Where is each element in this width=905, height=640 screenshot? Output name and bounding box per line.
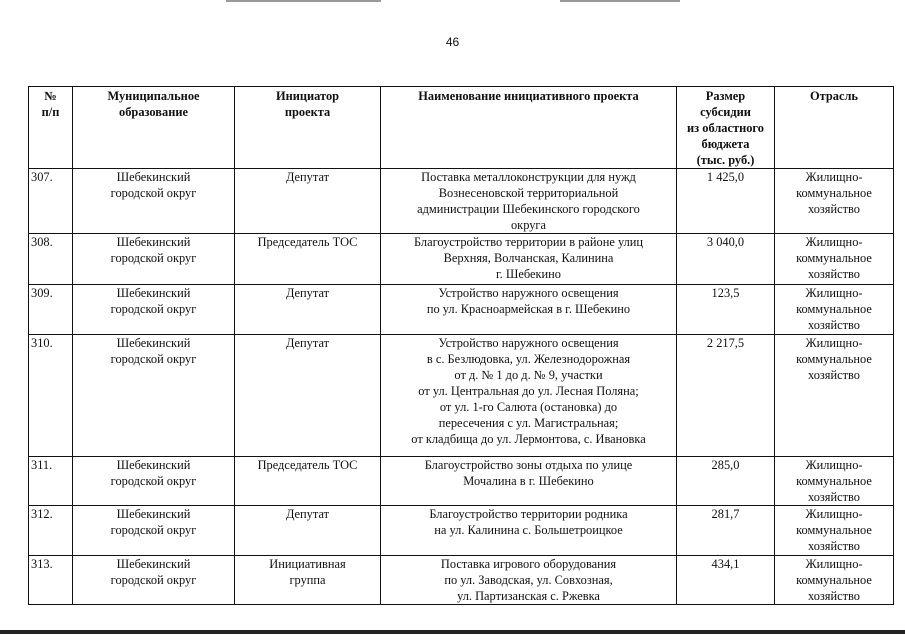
sector-cell xyxy=(775,169,894,234)
header-amount xyxy=(677,87,775,169)
subsidy-amount-cell: 434,1 xyxy=(677,556,775,605)
scan-top-edge xyxy=(0,0,905,4)
sector-cell-line: Жилищно- xyxy=(805,458,863,472)
project-name-cell-line: Верхняя, Волчанская, Калинина xyxy=(443,251,614,265)
header-initiator-line: проекта xyxy=(284,105,331,119)
row-number-cell: 313. xyxy=(29,556,73,605)
sector-cell-line: коммунальное xyxy=(796,523,872,537)
sector-cell-line: коммунальное xyxy=(796,251,872,265)
project-name-cell xyxy=(381,506,677,556)
subsidy-amount-cell: 2 217,5 xyxy=(677,335,775,457)
initiator-cell xyxy=(235,335,381,457)
header-number-line: п/п xyxy=(41,105,60,119)
header-initiator xyxy=(235,87,381,169)
initiator-cell xyxy=(235,285,381,335)
municipality-cell-line: Шебекинский xyxy=(116,507,191,521)
row-number-cell: 311. xyxy=(29,457,73,506)
table-row xyxy=(29,285,894,335)
table-header-row xyxy=(29,87,894,169)
municipality-cell-line: Шебекинский xyxy=(116,557,191,571)
page-number: 46 xyxy=(445,35,460,49)
initiator-cell-line: Инициативная xyxy=(269,557,346,571)
sector-cell-line: Жилищно- xyxy=(805,557,863,571)
municipality-cell xyxy=(73,234,235,285)
row-number-cell: 308. xyxy=(29,234,73,285)
header-municipality xyxy=(73,87,235,169)
header-number xyxy=(29,87,73,169)
subsidy-amount-cell: 1 425,0 xyxy=(677,169,775,234)
table-row xyxy=(29,169,894,234)
initiator-cell-line: Председатель ТОС xyxy=(257,458,358,472)
municipality-cell xyxy=(73,556,235,605)
sector-cell xyxy=(775,457,894,506)
sector-cell-line: коммунальное xyxy=(796,474,872,488)
sector-cell-line: хозяйство xyxy=(807,202,861,216)
initiator-cell-line: группа xyxy=(289,573,326,587)
sector-cell-line: Жилищно- xyxy=(805,235,863,249)
municipality-cell-line: Шебекинский xyxy=(116,235,191,249)
project-name-cell-line: Вознесеновской территориальной xyxy=(438,186,619,200)
project-name-cell-line: Поставка металлоконструкции для нужд xyxy=(421,170,636,184)
project-name-cell-line: Устройство наружного освещения xyxy=(438,336,619,350)
project-name-cell-line: от кладбища до ул. Лермонтова, с. Ивановка xyxy=(411,432,646,446)
header-sector-line: Отрасль xyxy=(810,89,858,103)
project-name-cell xyxy=(381,169,677,234)
municipality-cell xyxy=(73,169,235,234)
sector-cell-line: хозяйство xyxy=(807,318,861,332)
sector-cell-line: Жилищно- xyxy=(805,170,863,184)
municipality-cell-line: городской округ xyxy=(110,573,197,587)
initiator-cell-line: Депутат xyxy=(285,170,330,184)
initiator-cell xyxy=(235,556,381,605)
sector-cell-line: коммунальное xyxy=(796,352,872,366)
sector-cell-line: Жилищно- xyxy=(805,507,863,521)
table-row xyxy=(29,457,894,506)
initiator-cell xyxy=(235,169,381,234)
project-name-cell-line: Благоустройство зоны отдыха по улице xyxy=(424,458,633,472)
table-row xyxy=(29,234,894,285)
header-municipality-line: Муниципальное xyxy=(107,89,200,103)
initiator-cell xyxy=(235,457,381,506)
table-row xyxy=(29,506,894,556)
row-number-cell: 312. xyxy=(29,506,73,556)
project-name-cell-line: пересечения с ул. Магистральная; xyxy=(438,416,619,430)
header-number-line: № xyxy=(44,89,57,103)
sector-cell xyxy=(775,506,894,556)
header-municipality-line: образование xyxy=(119,105,188,119)
sector-cell-line: Жилищно- xyxy=(805,286,863,300)
sector-cell xyxy=(775,556,894,605)
project-name-cell xyxy=(381,285,677,335)
header-sector xyxy=(775,87,894,169)
project-name-cell-line: от д. № 1 до д. № 9, участки xyxy=(454,368,603,382)
sector-cell xyxy=(775,285,894,335)
subsidy-amount-cell: 281,7 xyxy=(677,506,775,556)
project-name-cell-line: г. Шебекино xyxy=(496,267,561,281)
subsidy-table xyxy=(28,86,894,605)
table-row xyxy=(29,335,894,457)
subsidy-amount-cell: 285,0 xyxy=(677,457,775,506)
municipality-cell-line: Шебекинский xyxy=(116,458,191,472)
project-name-cell-line: Устройство наружного освещения xyxy=(438,286,619,300)
project-name-cell-line: в с. Безлюдовка, ул. Железнодорожная xyxy=(426,352,631,366)
row-number-cell: 310. xyxy=(29,335,73,457)
sector-cell-line: Жилищно- xyxy=(805,336,863,350)
project-name-cell-line: Поставка игрового оборудования xyxy=(440,557,617,571)
sector-cell xyxy=(775,335,894,457)
sector-cell-line: хозяйство xyxy=(807,589,861,603)
project-name-cell-line: по ул. Заводская, ул. Совхозная, xyxy=(444,573,613,587)
initiator-cell-line: Депутат xyxy=(285,336,330,350)
municipality-cell xyxy=(73,335,235,457)
municipality-cell-line: Шебекинский xyxy=(116,336,191,350)
initiator-cell-line: Депутат xyxy=(285,507,330,521)
municipality-cell-line: городской округ xyxy=(110,186,197,200)
subsidy-amount-cell: 3 040,0 xyxy=(677,234,775,285)
header-amount-line: Размер xyxy=(705,89,746,103)
project-name-cell xyxy=(381,335,677,457)
project-name-cell-line: на ул. Калинина с. Большетроицкое xyxy=(434,523,623,537)
table-row xyxy=(29,556,894,605)
municipality-cell xyxy=(73,457,235,506)
municipality-cell-line: городской округ xyxy=(110,474,197,488)
municipality-cell-line: городской округ xyxy=(110,251,197,265)
project-name-cell-line: от ул. Центральная до ул. Лесная Поляна; xyxy=(418,384,639,398)
initiator-cell-line: Депутат xyxy=(285,286,330,300)
sector-cell-line: коммунальное xyxy=(796,302,872,316)
project-name-cell xyxy=(381,457,677,506)
subsidy-amount-cell: 123,5 xyxy=(677,285,775,335)
sector-cell-line: хозяйство xyxy=(807,490,861,504)
sector-cell-line: коммунальное xyxy=(796,573,872,587)
header-amount-line: из областного xyxy=(687,121,764,135)
municipality-cell-line: городской округ xyxy=(110,352,197,366)
project-name-cell-line: администрации Шебекинского городского xyxy=(417,202,640,216)
municipality-cell xyxy=(73,285,235,335)
header-project-line: Наименование инициативного проекта xyxy=(418,89,639,103)
project-name-cell xyxy=(381,556,677,605)
header-initiator-line: Инициатор xyxy=(275,89,340,103)
initiator-cell xyxy=(235,506,381,556)
row-number-cell: 309. xyxy=(29,285,73,335)
initiator-cell-line: Председатель ТОС xyxy=(257,235,358,249)
project-name-cell-line: от ул. 1-го Салюта (остановка) до xyxy=(439,400,618,414)
municipality-cell xyxy=(73,506,235,556)
sector-cell-line: хозяйство xyxy=(807,267,861,281)
header-amount-line: бюджета xyxy=(701,137,750,151)
project-name-cell-line: Благоустройство территории в районе улиц xyxy=(413,235,644,249)
project-name-cell-line: ул. Партизанская с. Ржевка xyxy=(457,589,600,603)
municipality-cell-line: Шебекинский xyxy=(116,286,191,300)
project-name-cell-line: Благоустройство территории родника xyxy=(429,507,628,521)
project-name-cell-line: округа xyxy=(510,218,547,232)
sector-cell-line: коммунальное xyxy=(796,186,872,200)
municipality-cell-line: Шебекинский xyxy=(116,170,191,184)
project-name-cell-line: по ул. Красноармейская в г. Шебекино xyxy=(426,302,631,316)
scan-bottom-edge xyxy=(0,630,905,634)
sector-cell-line: хозяйство xyxy=(807,368,861,382)
municipality-cell-line: городской округ xyxy=(110,523,197,537)
row-number-cell: 307. xyxy=(29,169,73,234)
municipality-cell-line: городской округ xyxy=(110,302,197,316)
sector-cell-line: хозяйство xyxy=(807,539,861,553)
header-amount-line: (тыс. руб.) xyxy=(696,153,755,167)
project-name-cell xyxy=(381,234,677,285)
header-project xyxy=(381,87,677,169)
project-name-cell-line: Мочалина в г. Шебекино xyxy=(463,474,594,488)
header-amount-line: субсидии xyxy=(700,105,751,119)
initiator-cell xyxy=(235,234,381,285)
sector-cell xyxy=(775,234,894,285)
